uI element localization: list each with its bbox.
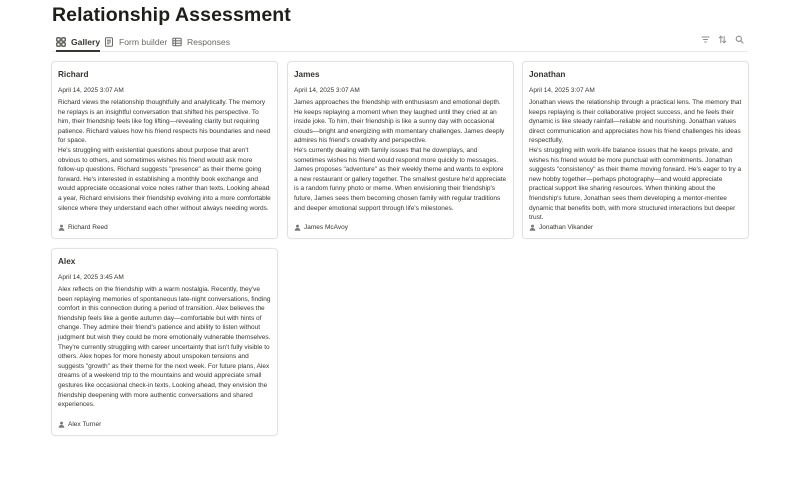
tab-form-builder-label: Form builder [119,36,168,47]
card-title: James [294,70,320,79]
card-title: Richard [58,70,89,79]
gallery-card[interactable] [522,61,749,239]
card-person [58,224,108,231]
person-icon [294,224,301,231]
card-date: April 14, 2025 3:07 AM [294,87,360,94]
tab-responses-label: Responses [187,36,230,47]
tab-responses[interactable] [172,32,230,51]
filter-icon[interactable] [701,35,710,44]
tab-gallery[interactable] [56,32,100,51]
form-icon [104,37,114,47]
card-summary: James approaches the friendship with enthusiasm and emotional depth. He keeps replaying a moment when they laughed until they cried at an inside joke. To him, their friendship is like a sunny day with occasional clouds—bright and energizing with momentary challenges. James deeply admires his friend's creativity and perspective. He's currently dealing with family issues that he downplays, and sometimes wishes his friend would respond more quickly to messages. James proposes "adventure" as their weekly theme and wants to explore a new restaurant or gallery together. The smallest gesture he'd appreciate is a random funny photo or meme. When envisioning their friendship's future, James sees them becoming chosen family with regular traditions and deeper emotional support through life's milestones. [294,99,507,212]
card-person-name: Jonathan Vikander [539,224,594,231]
card-person [58,421,101,428]
table-icon [172,37,182,47]
card-title: Jonathan [529,70,566,79]
card-summary: Richard views the relationship thoughtfully and analytically. The memory he replays is an insightful conversation that shifted his perspective. To him, their friendship feels like fog lifting—revealing clarity but requiring patience. Richard values how his friend respects his boundaries and need for space. He's struggling with existential questions about purpose that aren't obvious to others, and sometimes wishes his friend would ask more follow-up questions. Richard suggests "presence" as their theme going forward. He's interested in establishing a monthly book exchange and would appreciate occasional voice notes rather than texts. Looking ahead a year, Richard envisions their friendship evolving into a more comfortable silence where they understand each other without always needing words. [58,99,271,212]
card-date: April 14, 2025 3:07 AM [529,87,595,94]
card-person [529,224,593,231]
card-date: April 14, 2025 3:45 AM [58,274,124,281]
card-person-name: Alex Turner [68,421,102,428]
card-person-name: James McAvoy [304,224,348,231]
page-title: Relationship Assessment [52,4,291,26]
person-icon [529,224,536,231]
tab-gallery-label: Gallery [71,36,101,47]
tab-form-builder[interactable] [104,32,167,51]
search-icon[interactable] [735,35,744,44]
view-toolbar [701,35,744,44]
card-person [294,224,348,231]
view-tabs [52,32,748,52]
card-person-name: Richard Reed [68,224,108,231]
person-icon [58,224,65,231]
card-summary: Jonathan views the relationship through a practical lens. The memory that keeps replaying is their collaborative project success, and he feels their dynamic is like steady rainfall—reliable and nourishing. Jonathan values direct communication and appreciates how his friend challenges his ideas respectfully. He's struggling with work-life balance issues that he keeps private, and wishes his friend would be more punctual with commitments. Jonathan suggests "consistency" as their theme moving forward. He's eager to try a new hobby together—perhaps photography—and would appreciate practical support like sharing resources. When thinking about the friendship's future, Jonathan sees them developing a mentor-mentee dynamic that benefits both, with more structured interactions but deeper trust. [529,99,742,222]
card-date: April 14, 2025 3:07 AM [58,87,124,94]
gallery-card[interactable] [287,61,514,239]
gallery-card[interactable] [51,61,278,239]
gallery-card[interactable] [51,248,278,436]
gallery-grid-icon [56,37,66,47]
person-icon [58,421,65,428]
card-title: Alex [58,257,76,266]
card-summary: Alex reflects on the friendship with a warm nostalgia. Recently, they've been replaying memories of spontaneous late-night conversations, finding comfort in this connection during a period of transition. Alex believes the friendship feels like a gentle autumn day—comfortable but with hints of change. They admire their friend's patience and ability to listen without judgment but wish they could be more emotionally vulnerable themselves. They're currently struggling with career uncertainty that isn't fully visible to others. Alex hopes for more honesty about unspoken tensions and suggests "growth" as their theme for the next week. For future plans, Alex dreams of a weekend trip to the mountains and would appreciate small gestures like occasional check-in texts. Looking ahead, they envision the friendship deepening with more authentic conversations and shared experiences. [58,286,271,409]
sort-icon[interactable] [718,35,727,44]
